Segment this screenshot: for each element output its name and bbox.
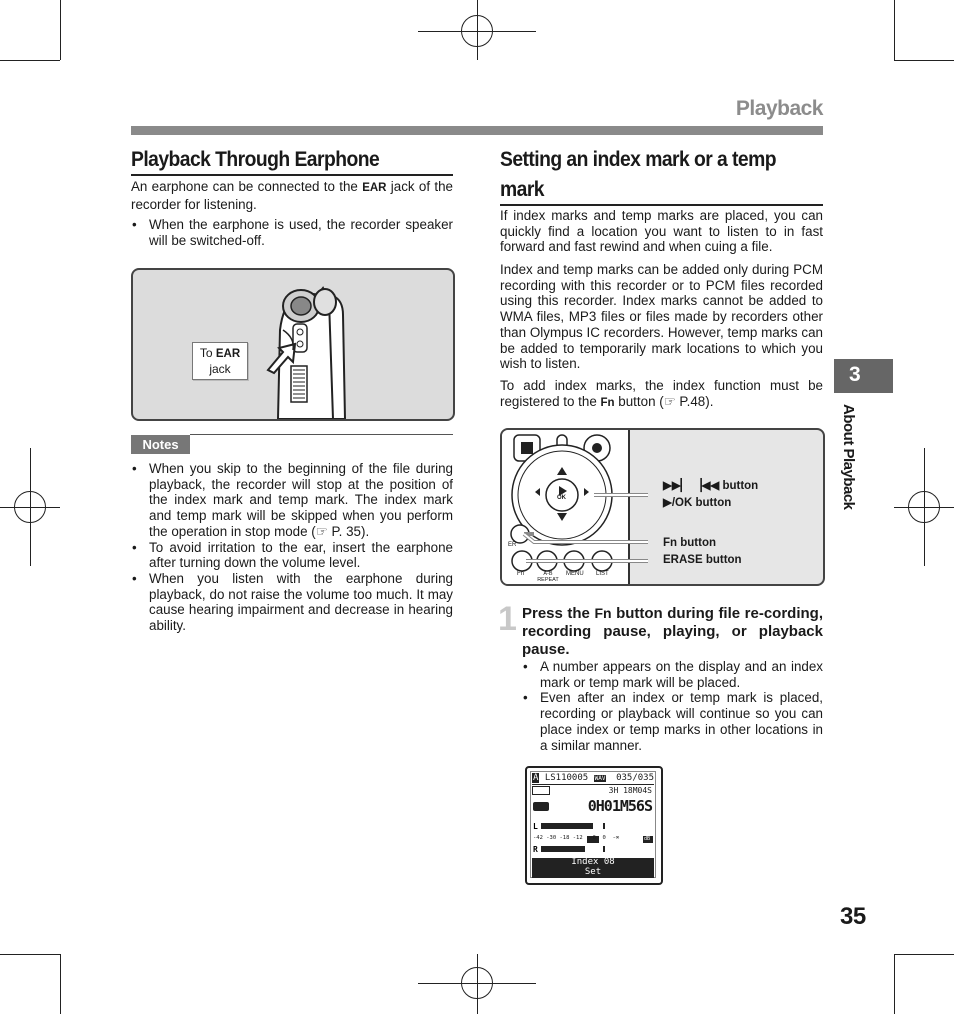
- chapter-number: 3: [849, 363, 861, 386]
- ear-jack-label: To EAR jack: [192, 342, 248, 380]
- lcd-remaining: 3H 18M04S: [608, 786, 652, 795]
- recorder-illustration: [133, 270, 453, 419]
- notes-rule: [190, 434, 453, 435]
- ab-repeat-label: A-B REPEAT: [537, 571, 559, 583]
- notes-label: Notes: [131, 435, 190, 454]
- note-item: • When you listen with the earphone during playback, do not raise the volume too much. It may cause hearing impairment and decrease in hearing ability.: [131, 571, 453, 634]
- left-intro: An earphone can be connected to the EAR jack of the recorder for listening.: [131, 179, 453, 212]
- notes-list: [131, 461, 453, 634]
- left-title: Playback Through Earphone: [131, 148, 380, 171]
- folder-icon: A: [533, 773, 539, 783]
- title-rule: [131, 174, 453, 176]
- right-para-2: Index and temp marks can be added only during PCM recording with this recorder or to PCM files recorded using this recorder. Index marks cannot be added to WMA files, MP3 files or files made by recorders other than Olympus IC recorders. However, temp marks can be added to temporarily mark locations to which you wish to listen.: [500, 262, 823, 372]
- chapter-title-text: About Playback: [840, 404, 857, 510]
- step-number: 1: [498, 600, 517, 638]
- note-item: • When you skip to the beginning of the file during playback, the recorder will stop at the position of the index mark and temp mark. The index mark and temp mark will be skipped when you perform the operation in stop mode (☞ P. 35).: [131, 461, 453, 540]
- crop-mark: [0, 60, 60, 61]
- lcd-elapsed: 0H01M56S: [587, 797, 652, 815]
- right-title: Setting an index mark or a temp mark: [500, 148, 776, 201]
- crop-mark: [60, 0, 61, 60]
- right-para-1: If index marks and temp marks are placed, you can quickly find a location you want to listen to in fast forward and fast rewind and when cuing a file.: [500, 208, 823, 255]
- buttons-figure: [500, 428, 825, 586]
- note-item: • To avoid irritation to the ear, insert the earphone after turning down the volume level.: [131, 540, 453, 571]
- play-ok-button-label: ▶/OK button: [663, 497, 732, 509]
- db-label: dB: [643, 836, 650, 842]
- left-bullet: • When the earphone is used, the recorder speaker will be switched-off.: [131, 217, 453, 248]
- crop-mark: [894, 60, 954, 61]
- lcd-screen: [530, 771, 656, 878]
- erase-button-label: ERASE button: [663, 554, 742, 566]
- page-number: 35: [840, 903, 866, 930]
- menu-label: MENU: [566, 571, 584, 577]
- chapter-tab: [834, 359, 893, 393]
- svg-text:R: R: [533, 845, 538, 854]
- crop-mark: [60, 954, 61, 1014]
- lcd-file-name: LS110005: [544, 773, 589, 783]
- step-bullets: [522, 659, 823, 753]
- fn-device-label: Fn: [517, 571, 525, 577]
- svg-text:L: L: [533, 822, 538, 831]
- step-instruction: Press the Fn button during file re-cording, recording pause, playing, or playback pause.: [522, 605, 823, 658]
- record-status-icon: [533, 802, 549, 811]
- lcd-header-row: [532, 773, 654, 785]
- crop-mark: [0, 954, 60, 955]
- banner-line-2: Set: [584, 866, 602, 877]
- title-rule: [500, 204, 823, 206]
- section-bar: [131, 126, 823, 135]
- crop-mark: [894, 954, 954, 955]
- earphone-figure: [131, 268, 455, 421]
- level-scale: -42 -30 -18 -12 -6 0 -∞: [533, 835, 620, 841]
- section-heading: Playback: [735, 97, 823, 120]
- lcd-display-figure: [525, 766, 663, 885]
- skip-buttons-label: ▶▶▏ ▕◀◀ button: [663, 480, 759, 492]
- right-para-3: To add index marks, the index function must be registered to the Fn button (☞ P.48).: [500, 378, 823, 409]
- list-label: LIST: [596, 571, 609, 577]
- fn-button-label: Fn button: [663, 537, 717, 549]
- format-badge: WAV: [594, 775, 606, 782]
- ok-label: OK: [557, 495, 566, 501]
- lcd-file-count: 035/035: [616, 773, 654, 783]
- index-set-banner: [532, 858, 654, 878]
- crop-mark: [894, 0, 895, 60]
- banner-line-1: Index 08: [571, 857, 615, 867]
- er-label: ER: [508, 542, 517, 548]
- battery-icon: [532, 786, 550, 795]
- step-bullet: • Even after an index or temp mark is placed, recording or playback will continue so you can place index or temp marks in other locations in a similar manner.: [522, 690, 823, 753]
- chapter-title: [840, 404, 868, 514]
- crop-mark: [894, 954, 895, 1014]
- step-bullet: • A number appears on the display and an index mark or temp mark will be placed.: [522, 659, 823, 690]
